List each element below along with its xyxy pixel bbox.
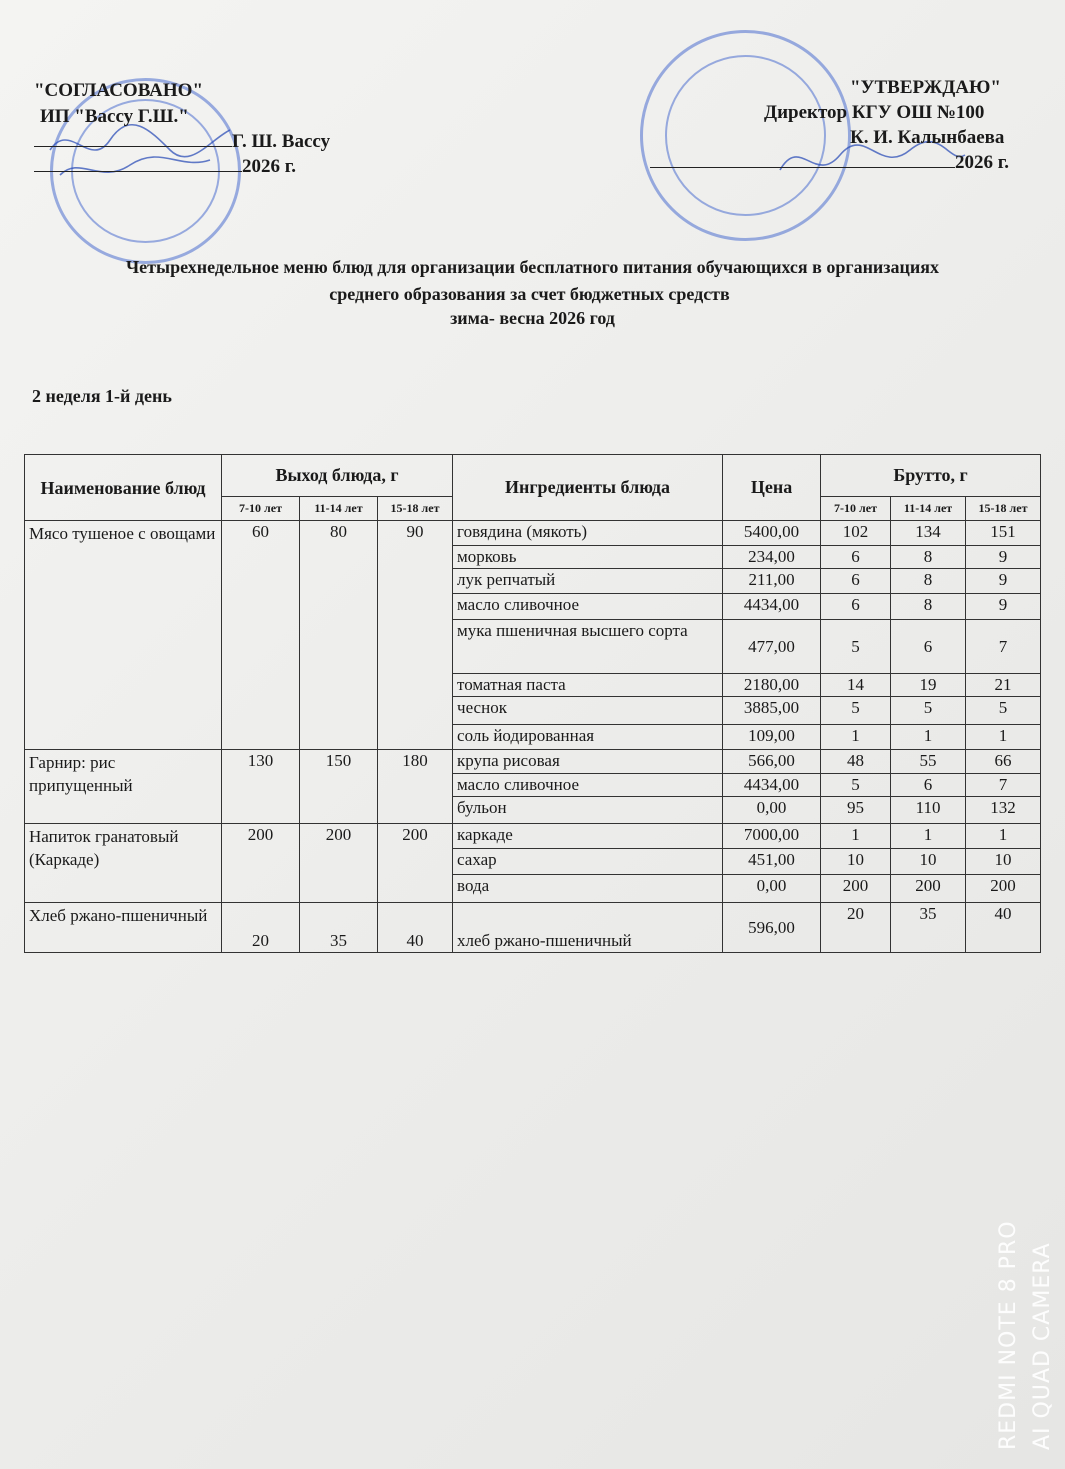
approval-right-year: 2026 г. <box>955 152 1009 173</box>
table-row <box>25 521 1041 546</box>
dish-name: Хлеб ржано-пшеничный <box>25 903 222 953</box>
gross-age3: 7 <box>966 774 1041 797</box>
yield-age2: 80 <box>300 521 378 750</box>
gross-age1: 102 <box>821 521 891 546</box>
gross-age3: 10 <box>966 849 1041 875</box>
header-gross-age3: 15-18 лет <box>966 497 1041 521</box>
yield-age3: 40 <box>378 903 453 953</box>
gross-age1: 20 <box>821 903 891 953</box>
ingredient-name: бульон <box>453 797 723 824</box>
gross-age1: 48 <box>821 750 891 774</box>
gross-age3: 7 <box>966 620 1041 674</box>
header-price: Цена <box>723 455 821 521</box>
ingredient-price: 3885,00 <box>723 697 821 725</box>
gross-age2: 10 <box>891 849 966 875</box>
ingredient-price: 211,00 <box>723 569 821 594</box>
ingredient-price: 566,00 <box>723 750 821 774</box>
yield-age2: 200 <box>300 824 378 903</box>
gross-age2: 19 <box>891 674 966 697</box>
gross-age1: 95 <box>821 797 891 824</box>
document-title-line2: среднего образования за счет бюджетных средств <box>329 284 730 304</box>
yield-age3: 90 <box>378 521 453 750</box>
gross-age1: 14 <box>821 674 891 697</box>
approval-right-signer: К. И. Калынбаева <box>850 127 1005 148</box>
header-gross: Брутто, г <box>821 455 1041 497</box>
document-title-line1: Четырехнедельное меню блюд для организации бесплатного питания обучающихся в организациях <box>125 257 940 277</box>
ingredient-name: соль йодированная <box>453 725 723 750</box>
gross-age1: 1 <box>821 824 891 849</box>
header-yield-age2: 11-14 лет <box>300 497 378 521</box>
gross-age3: 9 <box>966 546 1041 569</box>
ingredient-price: 4434,00 <box>723 594 821 620</box>
approval-left-signer-line <box>34 129 330 154</box>
document-title-line3: зима- весна 2026 год <box>450 308 615 328</box>
approval-left-signer: Г. Ш. Вассу <box>232 131 331 152</box>
dish-name: Напиток гранатовый (Каркаде) <box>25 824 222 903</box>
gross-age2: 55 <box>891 750 966 774</box>
ingredient-name: масло сливочное <box>453 594 723 620</box>
ingredient-price: 477,00 <box>723 620 821 674</box>
gross-age2: 134 <box>891 521 966 546</box>
gross-age1: 10 <box>821 849 891 875</box>
approval-left-year: 2026 г. <box>242 156 296 177</box>
gross-age3: 151 <box>966 521 1041 546</box>
gross-age2: 8 <box>891 569 966 594</box>
ingredient-price: 596,00 <box>723 903 821 953</box>
yield-age1: 60 <box>222 521 300 750</box>
header-yield-age1: 7-10 лет <box>222 497 300 521</box>
approval-right-title: "УТВЕРЖДАЮ" <box>850 77 1001 98</box>
gross-age3: 9 <box>966 594 1041 620</box>
yield-age1: 20 <box>222 903 300 953</box>
dish-name: Мясо тушеное с овощами <box>25 521 222 750</box>
gross-age3: 9 <box>966 569 1041 594</box>
ingredient-price: 234,00 <box>723 546 821 569</box>
ingredient-price: 109,00 <box>723 725 821 750</box>
yield-age2: 150 <box>300 750 378 824</box>
approval-left-date-line <box>34 154 296 179</box>
ingredient-name: сахар <box>453 849 723 875</box>
ingredient-price: 451,00 <box>723 849 821 875</box>
gross-age3: 21 <box>966 674 1041 697</box>
gross-age3: 5 <box>966 697 1041 725</box>
gross-age3: 200 <box>966 875 1041 903</box>
ingredient-price: 5400,00 <box>723 521 821 546</box>
ingredient-price: 7000,00 <box>723 824 821 849</box>
ingredient-price: 4434,00 <box>723 774 821 797</box>
header-yield: Выход блюда, г <box>222 455 453 497</box>
gross-age3: 40 <box>966 903 1041 953</box>
ingredient-name: вода <box>453 875 723 903</box>
camera-watermark-line1: REDMI NOTE 8 PRO <box>996 1220 1021 1450</box>
gross-age1: 1 <box>821 725 891 750</box>
menu-table <box>24 454 1041 953</box>
header-yield-age3: 15-18 лет <box>378 497 453 521</box>
camera-watermark-line2: AI QUAD CAMERA <box>1030 1242 1055 1450</box>
yield-age3: 200 <box>378 824 453 903</box>
ingredient-price: 0,00 <box>723 875 821 903</box>
ingredient-name: каркаде <box>453 824 723 849</box>
approval-right-position: Директор КГУ ОШ №100 <box>764 102 985 123</box>
ingredient-name: чеснок <box>453 697 723 725</box>
gross-age2: 110 <box>891 797 966 824</box>
table-row <box>25 824 1041 849</box>
gross-age1: 5 <box>821 620 891 674</box>
gross-age2: 8 <box>891 594 966 620</box>
gross-age2: 6 <box>891 774 966 797</box>
ingredient-name: лук репчатый <box>453 569 723 594</box>
gross-age2: 5 <box>891 697 966 725</box>
header-gross-age1: 7-10 лет <box>821 497 891 521</box>
ingredient-name: говядина (мякоть) <box>453 521 723 546</box>
gross-age2: 1 <box>891 824 966 849</box>
ingredient-name: томатная паста <box>453 674 723 697</box>
gross-age2: 6 <box>891 620 966 674</box>
gross-age3: 1 <box>966 824 1041 849</box>
camera-watermark <box>992 1150 1062 1450</box>
gross-age2: 200 <box>891 875 966 903</box>
header-dish: Наименование блюд <box>25 455 222 521</box>
approval-left-title: "СОГЛАСОВАНО" <box>34 80 204 101</box>
gross-age1: 200 <box>821 875 891 903</box>
gross-age1: 6 <box>821 569 891 594</box>
gross-age2: 35 <box>891 903 966 953</box>
ingredient-price: 0,00 <box>723 797 821 824</box>
yield-age1: 200 <box>222 824 300 903</box>
gross-age1: 5 <box>821 697 891 725</box>
approval-left-org: ИП "Вассу Г.Ш." <box>40 106 189 127</box>
yield-age1: 130 <box>222 750 300 824</box>
ingredient-name: масло сливочное <box>453 774 723 797</box>
day-label: 2 неделя 1-й день <box>32 386 172 406</box>
gross-age1: 6 <box>821 546 891 569</box>
ingredient-name: хлеб ржано-пшеничный <box>453 903 723 953</box>
ingredient-name: морковь <box>453 546 723 569</box>
table-row <box>25 750 1041 774</box>
approval-right-date-line <box>650 150 1009 175</box>
gross-age3: 66 <box>966 750 1041 774</box>
yield-age2: 35 <box>300 903 378 953</box>
header-gross-age2: 11-14 лет <box>891 497 966 521</box>
gross-age2: 8 <box>891 546 966 569</box>
dish-name: Гарнир: рис припущенный <box>25 750 222 824</box>
ingredient-name: крупа рисовая <box>453 750 723 774</box>
gross-age1: 5 <box>821 774 891 797</box>
gross-age3: 132 <box>966 797 1041 824</box>
ingredient-name: мука пшеничная высшего сорта <box>453 620 723 674</box>
gross-age1: 6 <box>821 594 891 620</box>
ingredient-price: 2180,00 <box>723 674 821 697</box>
header-ingredients: Ингредиенты блюда <box>453 455 723 521</box>
table-row <box>25 903 1041 953</box>
gross-age3: 1 <box>966 725 1041 750</box>
gross-age2: 1 <box>891 725 966 750</box>
yield-age3: 180 <box>378 750 453 824</box>
